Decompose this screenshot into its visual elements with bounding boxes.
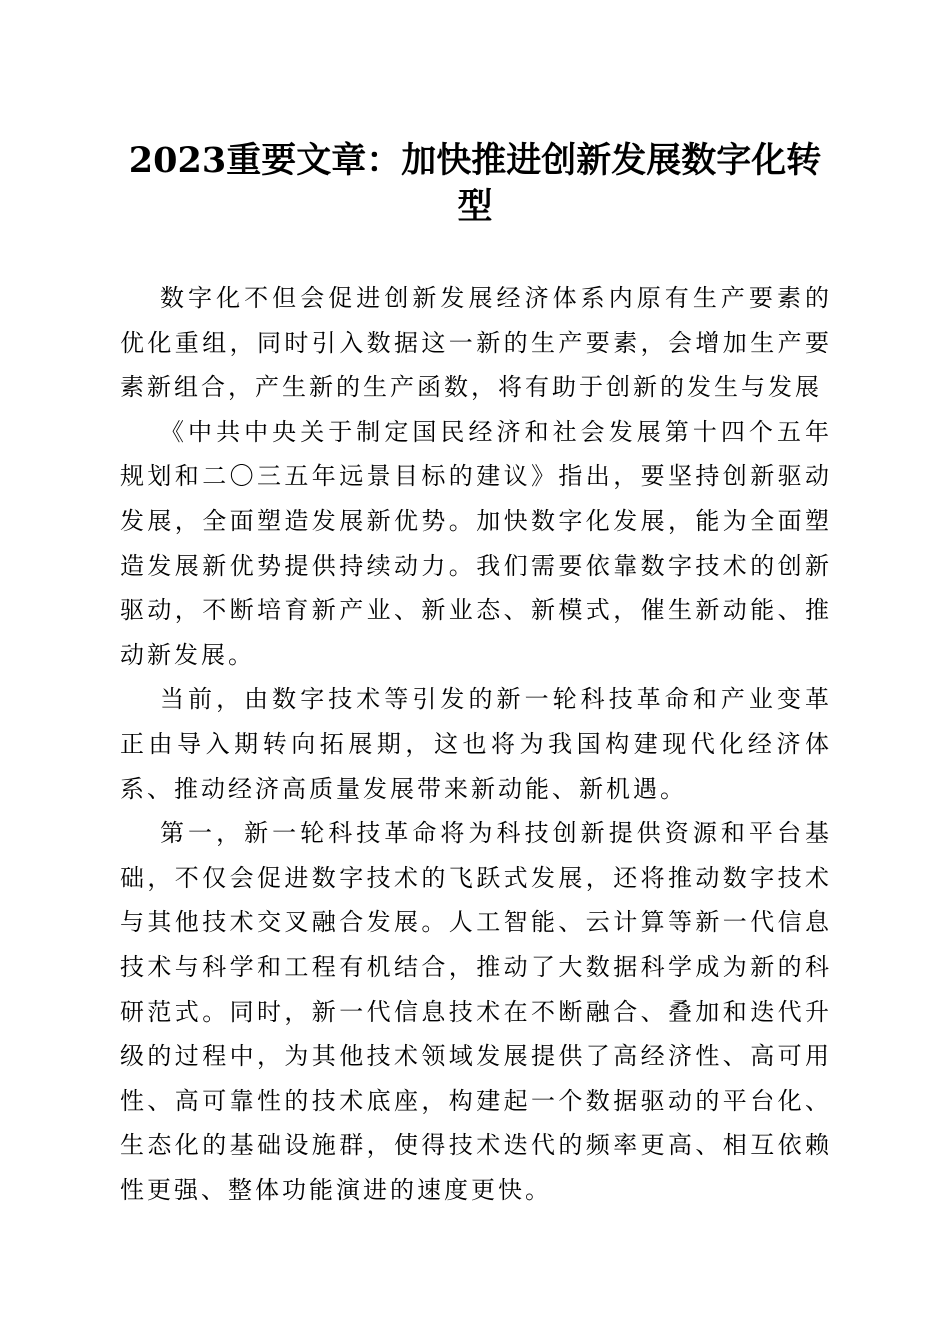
document-title: 2023重要文章：加快推进创新发展数字化转型 — [128, 140, 822, 227]
paragraph-1: 数字化不但会促进创新发展经济体系内原有生产要素的优化重组，同时引入数据这一新的生产要素，会增加生产要素新组合，产生新的生产函数，将有助于创新的发生与发展 — [120, 284, 832, 402]
paragraph-3: 当前，由数字技术等引发的新一轮科技革命和产业变革正由导入期转向拓展期，这也将为我国构建现代化经济体系、推动经济高质量发展带来新动能、新机遇。 — [120, 685, 832, 803]
paragraph-2: 《中共中央关于制定国民经济和社会发展第十四个五年规划和二〇三五年远景目标的建议》指出，要坚持创新驱动发展，全面塑造发展新优势。加快数字化发展，能为全面塑造发展新优势提供持续动力。我们需要依靠数字技术的创新驱动，不断培育新产业、新业态、新模式，催生新动能、推动新发展。 — [120, 417, 832, 669]
document-body — [120, 276, 832, 1212]
paragraph-4: 第一，新一轮科技革命将为科技创新提供资源和平台基础，不仅会促进数字技术的飞跃式发展，还将推动数字技术与其他技术交叉融合发展。人工智能、云计算等新一代信息技术与科学和工程有机结合，推动了大数据科学成为新的科研范式。同时，新一代信息技术在不断融合、叠加和迭代升级的过程中，为其他技术领域发展提供了高经济性、高可用性、高可靠性的技术底座，构建起一个数据驱动的平台化、生态化的基础设施群，使得技术迭代的频率更高、相互依赖性更强、整体功能演进的速度更快。 — [120, 819, 832, 1204]
